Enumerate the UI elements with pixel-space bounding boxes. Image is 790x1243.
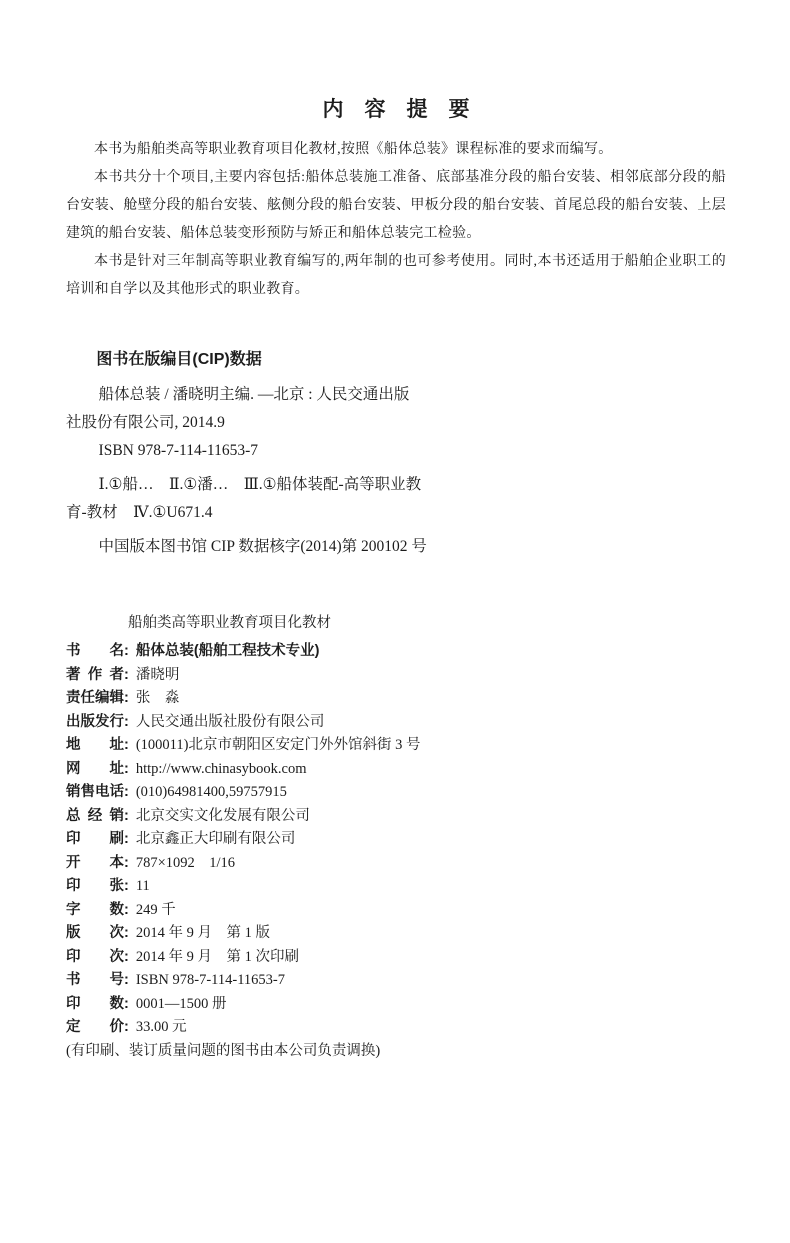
row-value: 0001—1500 册 (135, 995, 227, 1012)
row-label: 版次 (66, 925, 124, 941)
row-label: 书号 (66, 972, 124, 988)
row-label: 总经销 (66, 807, 124, 824)
row-value: 北京鑫正大印刷有限公司 (135, 831, 296, 847)
cip-record-line-1: 船体总装 / 潘晓明主编. —北京 : 人民交通出版 (98, 386, 410, 403)
row-value: 2014 年 9 月 第 1 次印刷 (135, 948, 299, 965)
colophon-row-print-run (66, 993, 726, 1017)
colophon-row-isbn (66, 969, 726, 993)
row-value: 2014 年 9 月 第 1 版 (135, 925, 270, 941)
cip-record (66, 381, 726, 465)
colophon-row-word-count (66, 899, 726, 923)
series-title: 船舶类高等职业教育项目化教材 (128, 615, 331, 631)
row-value: (100011)北京市朝阳区安定门外外馆斜街 3 号 (135, 737, 421, 753)
cip-registry: 中国版本图书馆 CIP 数据核字(2014)第 200102 号 (98, 538, 427, 555)
colophon-row-printer (66, 828, 726, 852)
row-label: 出版发行 (66, 713, 124, 730)
summary-paragraph-2: 本书共分十个项目,主要内容包括:船体总装施工准备、底部基准分段的船台安装、相邻底部分段的船台安装、舱壁分段的船台安装、舷侧分段的船台安装、甲板分段的船台安装、首尾总段的船台安装、上层建筑的船台安装、船体总装变形预防与矫正和船体总装完工检验。 (66, 170, 726, 241)
summary-paragraph-1: 本书为船舶类高等职业教育项目化教材,按照《船体总装》课程标准的要求而编写。 (94, 142, 613, 157)
colophon-row-edition (66, 922, 726, 946)
colophon-row-sheets (66, 875, 726, 899)
cip-heading: 图书在版编目(CIP)数据 (96, 351, 262, 368)
row-value: 北京交实文化发展有限公司 (135, 807, 310, 824)
row-value: 潘晓明 (135, 666, 180, 683)
colophon-row-impression (66, 946, 726, 970)
row-colon: : (124, 831, 129, 847)
row-colon: : (124, 666, 129, 683)
colophon-rows (66, 640, 726, 1040)
colophon-row-sales-phone (66, 781, 726, 805)
row-label: 印刷 (66, 831, 124, 847)
row-colon: : (124, 972, 129, 988)
cip-record-line-2: 社股份有限公司, 2014.9 (66, 414, 225, 431)
row-colon: : (124, 784, 129, 800)
row-value: (010)64981400,59757915 (135, 784, 287, 800)
row-label: 印数 (66, 995, 124, 1012)
row-value: 249 千 (135, 901, 176, 918)
row-colon: : (124, 948, 129, 965)
row-colon: : (124, 760, 129, 777)
row-label: 印次 (66, 948, 124, 965)
row-label: 地址 (66, 737, 124, 753)
colophon-row-format (66, 852, 726, 876)
row-colon: : (124, 643, 129, 659)
row-colon: : (124, 901, 129, 918)
cip-classification (66, 471, 726, 527)
row-colon: : (124, 737, 129, 753)
row-value: 人民交通出版社股份有限公司 (135, 713, 325, 730)
row-value: 船体总装(船舶工程技术专业) (135, 643, 320, 659)
row-value: 33.00 元 (135, 1019, 187, 1035)
row-colon: : (124, 878, 129, 894)
row-colon: : (124, 690, 129, 706)
row-label: 销售电话 (66, 784, 124, 800)
colophon-row-website (66, 758, 726, 782)
row-colon: : (124, 1019, 129, 1035)
row-label: 定价 (66, 1019, 124, 1035)
row-colon: : (124, 713, 129, 730)
row-colon: : (124, 807, 129, 824)
row-label: 网址 (66, 760, 124, 777)
cip-classification-line-1: Ⅰ.①船… Ⅱ.①潘… Ⅲ.①船体装配-高等职业教 (98, 476, 422, 493)
row-colon: : (124, 995, 129, 1012)
colophon-row-distributor (66, 805, 726, 829)
row-label: 书名 (66, 643, 124, 659)
row-value: 787×1092 1/16 (135, 854, 236, 871)
quality-note: (有印刷、装订质量问题的图书由本公司负责调换) (66, 1042, 381, 1059)
summary-title: 内 容 提 要 (322, 97, 470, 121)
summary-section (66, 136, 726, 304)
row-label: 字数 (66, 901, 124, 918)
colophon-row-book-title (66, 640, 726, 664)
row-value: 11 (135, 878, 150, 894)
row-colon: : (124, 854, 129, 871)
row-label: 责任编辑 (66, 690, 124, 706)
cip-record-line-3: ISBN 978-7-114-11653-7 (98, 442, 258, 459)
row-label: 著作者 (66, 666, 124, 683)
row-colon: : (124, 925, 129, 941)
row-label: 印张 (66, 878, 124, 894)
row-value: 张 淼 (135, 690, 180, 706)
colophon-row-editor (66, 687, 726, 711)
colophon-row-price (66, 1016, 726, 1040)
colophon-row-address (66, 734, 726, 758)
colophon-row-publisher (66, 711, 726, 735)
cip-classification-line-2: 育-教材 Ⅳ.①U671.4 (66, 504, 213, 521)
copyright-page (0, 96, 790, 1243)
colophon-row-author (66, 664, 726, 688)
row-value: ISBN 978-7-114-11653-7 (135, 972, 285, 988)
row-value: http://www.chinasybook.com (135, 760, 307, 777)
row-label: 开本 (66, 854, 124, 871)
summary-paragraph-3: 本书是针对三年制高等职业教育编写的,两年制的也可参考使用。同时,本书还适用于船舶企业职工的培训和自学以及其他形式的职业教育。 (66, 254, 726, 297)
